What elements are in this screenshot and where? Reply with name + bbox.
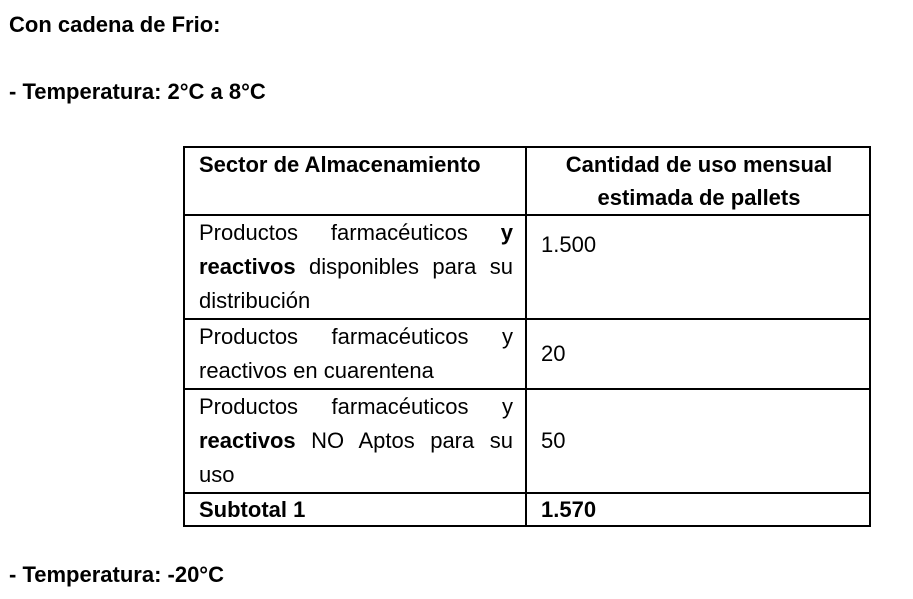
total-label: Subtotal 1 [184, 493, 526, 526]
sector-text: NO Aptos para su uso [199, 428, 513, 487]
sector-cell [184, 319, 526, 389]
sector-text-bold: y reactivos [199, 220, 513, 279]
subheading-temperature-2-8: - Temperatura: 2°C a 8°C [9, 79, 266, 104]
header-quantity: Cantidad de uso mensual estimada de pallets [526, 147, 870, 215]
quantity-cell: 50 [526, 389, 870, 493]
sector-text: Productos farmacéuticos y reactivos en cuarentena [199, 324, 513, 383]
section-heading-cold-chain: Con cadena de Frio: [9, 12, 221, 37]
table-row [184, 215, 870, 319]
header-sector: Sector de Almacenamiento [184, 147, 526, 215]
table-total-row [184, 493, 870, 526]
total-quantity: 1.570 [526, 493, 870, 526]
table-row [184, 319, 870, 389]
storage-table [183, 146, 871, 527]
table-header-row [184, 147, 870, 215]
sector-text: Productos farmacéuticos [199, 220, 501, 245]
sector-text: Productos farmacéuticos y [199, 394, 513, 419]
subheading-temperature-minus-20: - Temperatura: -20°C [9, 562, 224, 587]
table-row [184, 389, 870, 493]
sector-cell [184, 215, 526, 319]
sector-text-bold: reactivos [199, 428, 296, 453]
quantity-cell: 1.500 [526, 215, 870, 319]
quantity-cell: 20 [526, 319, 870, 389]
sector-text: disponibles para su distribución [199, 254, 513, 313]
sector-cell [184, 389, 526, 493]
